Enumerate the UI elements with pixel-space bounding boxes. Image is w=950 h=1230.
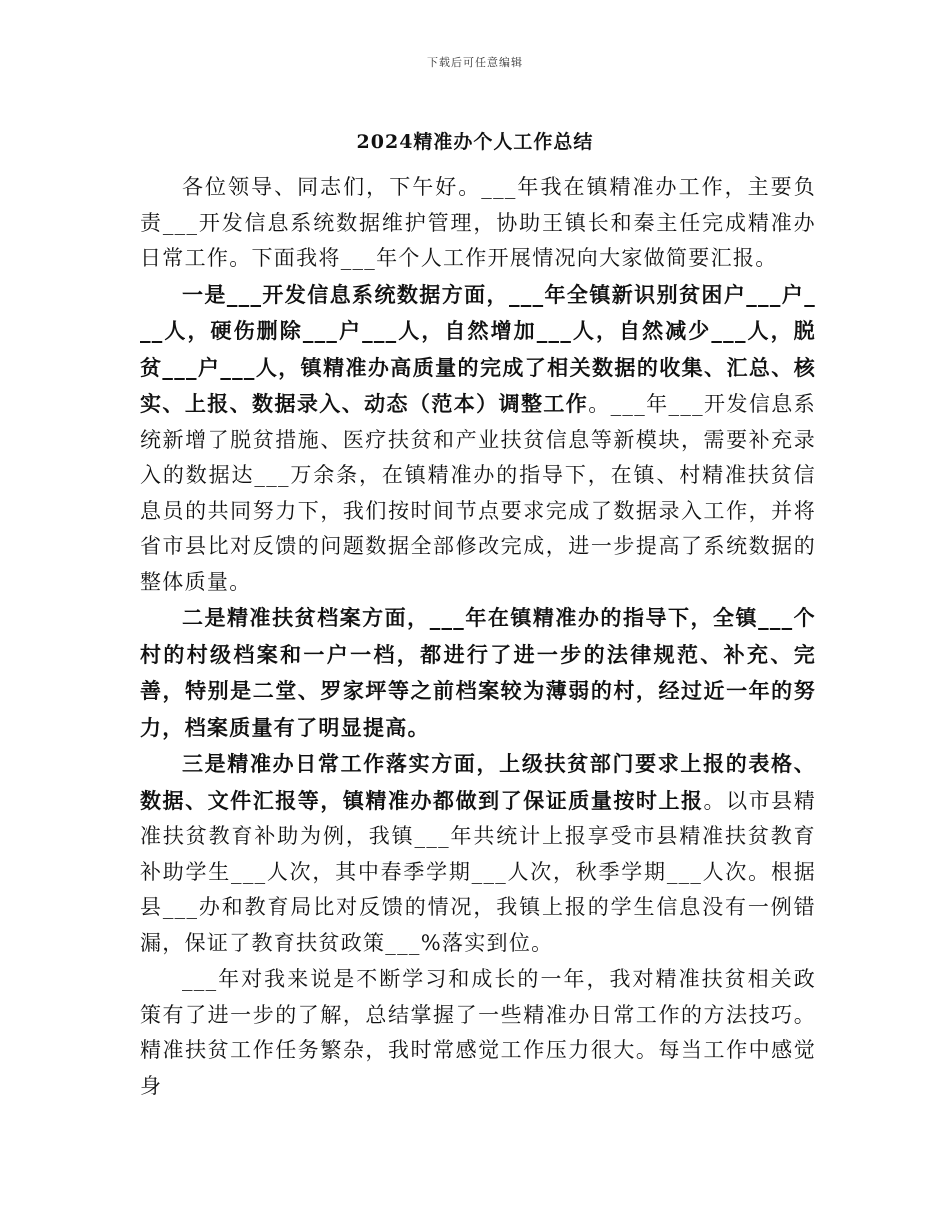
document-title: 2024精准办个人工作总结 [356,131,594,153]
paragraph-text: 。___年___开发信息系统新增了脱贫措施、医疗扶贫和产业扶贫信息等新模块，需要补充录入的数据达___万余条，在镇精准办的指导下，在镇、村精准扶贫信息员的共同努力下，我们按时间节点要求完成了数据录入工作，并将省市县比对反馈的问题数据全部修改完成，进一步提高了系统数据的整体质量。 [140,392,817,594]
paragraph-text: ___年对我来说是不断学习和成长的一年，我对精准扶贫相关政策有了进一步的了解，总结掌握了一些精准办日常工作的方法技巧。精准扶贫工作任务繁杂，我时常感觉工作压力很大。每当工作中感觉身 [140,967,816,1098]
paragraph-greeting [140,169,816,277]
document-body [140,169,816,1104]
paragraph-daily-work [140,746,816,961]
paragraph-bold-lead: 一是___开发信息系统数据方面，___年全镇新识别贫困户___户___人，硬伤删除___户___人，自然增加___人，自然减少___人，脱贫___户___人，镇精准办高质量的完成了相关数据的收集、汇总、核实、上报、数据录入、动态（范本）调整工作 [140,281,816,416]
paragraph-data-system [140,277,816,601]
paragraph-bold-lead: 三是精准办日常工作落实方面，上级扶贫部门要求上报的表格、数据、文件汇报等，镇精准办都做到了保证质量按时上报 [140,751,816,813]
paragraph-bold-lead: 二是精准扶贫档案方面，___年在镇精准办的指导下，全镇___个村的村级档案和一户一档，都进行了进一步的法律规范、补充、完善，特别是二堂、罗家坪等之前档案较为薄弱的村，经过近一年的努力，档案质量有了明显提高。 [140,605,816,740]
paragraph-archives [140,600,816,746]
paragraph-text: 各位领导、同志们，下午好。___年我在镇精准办工作，主要负责___开发信息系统数据维护管理，协助王镇长和秦主任完成精准办日常工作。下面我将___年个人工作开展情况向大家做简要汇报。 [140,175,816,270]
paragraph-reflection [140,961,816,1104]
header-note: 下载后可任意编辑 [427,56,523,69]
paragraph-text: 。以市县精准扶贫教育补助为例，我镇___年共统计上报享受市县精准扶贫教育补助学生___人次，其中春季学期___人次，秋季学期___人次。根据县___办和教育局比对反馈的情况，我镇上报的学生信息没有一例错漏，保证了教育扶贫政策___%落实到位。 [140,788,817,955]
